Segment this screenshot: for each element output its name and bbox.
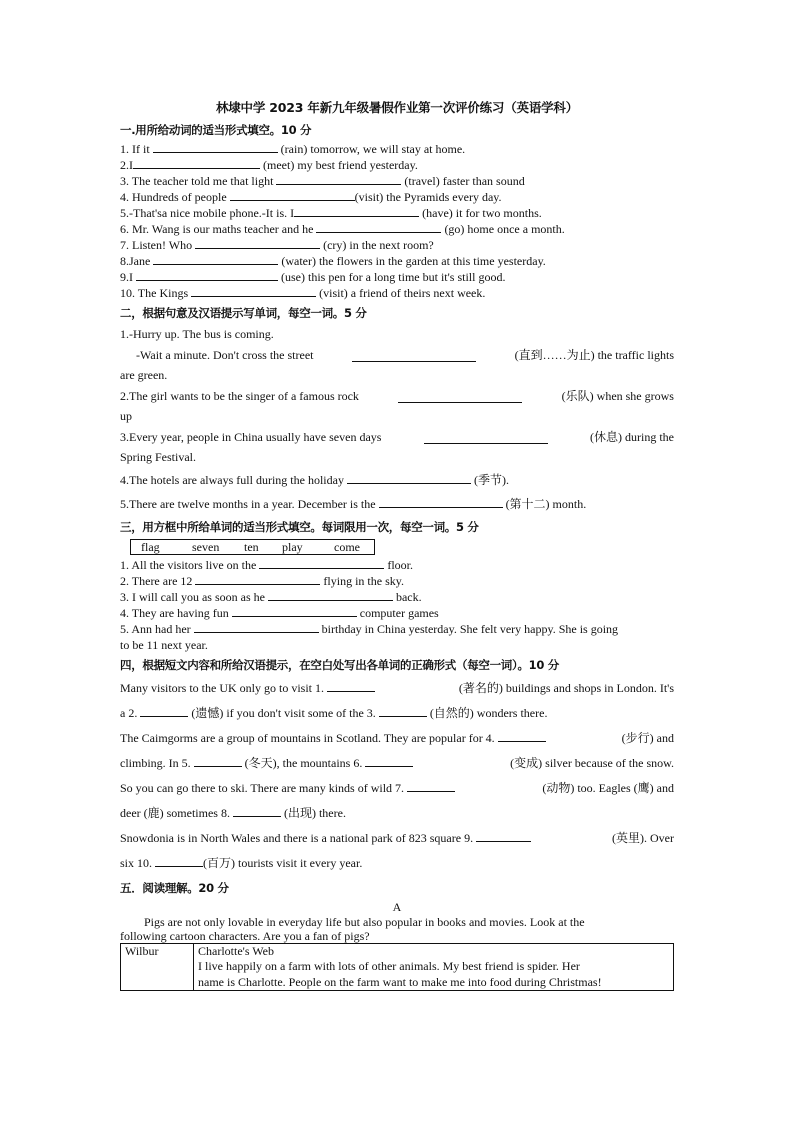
answer-blank[interactable] (365, 755, 413, 767)
item-text: 2.I (120, 158, 133, 172)
s3-item (120, 573, 674, 589)
answer-blank[interactable] (294, 205, 419, 217)
word-box-item: play (282, 539, 303, 554)
item-text: 4. Hundreds of people (120, 190, 227, 204)
item-text: deer (鹿) sometimes 8. (120, 805, 230, 820)
word-box-item: seven (192, 539, 220, 554)
item-text: (出现) there. (283, 805, 346, 820)
item-text: are green. (120, 368, 168, 382)
s1-item (120, 253, 674, 269)
item-text: (季节). (473, 472, 509, 487)
character-name: Wilbur (121, 943, 194, 991)
s1-item (120, 157, 674, 173)
answer-blank[interactable] (155, 855, 203, 867)
item-row (120, 345, 674, 366)
passage-line (120, 826, 674, 851)
character-text: name is Charlotte. People on the farm want to make me into food during Christmas! (198, 974, 602, 989)
item-text: (百万) tourists visit it every year. (203, 855, 363, 870)
word-box-item: flag (141, 539, 160, 554)
word-box-item: ten (244, 539, 259, 554)
item-text: 9.I (120, 270, 133, 284)
answer-blank[interactable] (398, 391, 522, 403)
section-1-heading: 一.用所给动词的适当形式填空。10 分 (120, 123, 312, 137)
passage-line (120, 751, 674, 776)
intro-line: Pigs are not only lovable in everyday life but also popular in books and movies. Look at the (144, 914, 585, 929)
item-text: (自然的) wonders there. (429, 705, 548, 720)
item-text: 6. Mr. Wang is our maths teacher and he (120, 222, 314, 236)
section-4-heading: 四，根据短文内容和所给汉语提示，在空白处写出各单词的正确形式（每空一词）。10 分 (120, 657, 559, 672)
answer-blank[interactable] (476, 830, 531, 842)
item-text: (直到……为止) the traffic lights (514, 347, 674, 362)
item-text: 2.The girl wants to be the singer of a famous rock (120, 388, 359, 403)
book-title: Charlotte's Web (198, 943, 274, 958)
character-table (120, 943, 674, 992)
answer-blank[interactable] (407, 780, 455, 792)
section-1-list (120, 141, 674, 301)
item-text: (use) this pen for a long time but it's still good. (281, 270, 506, 284)
s1-item (120, 237, 674, 253)
answer-blank[interactable] (233, 805, 281, 817)
answer-blank[interactable] (379, 705, 427, 717)
item-text: (遗憾) if you don't visit some of the 3. (191, 705, 376, 720)
item-text: (travel) faster than sound (404, 174, 525, 188)
item-text: 2. There are 12 (120, 573, 193, 588)
item-text: 5.-That'sa nice mobile phone.-It is. I (120, 206, 295, 220)
item-text: (步行) and (621, 730, 674, 745)
s1-item (120, 285, 674, 301)
section-5-heading: 五．阅读理解。20 分 (120, 880, 229, 895)
passage-line (120, 776, 674, 801)
item-text: 3. I will call you as soon as he (120, 589, 265, 604)
item-text: Snowdonia is in North Wales and there is a national park of 823 square 9. (120, 830, 474, 845)
character-details (194, 943, 674, 991)
answer-blank[interactable] (276, 173, 401, 185)
passage-line (120, 701, 674, 726)
item-text: (乐队) when she grows (561, 388, 674, 403)
item-text: 8.Jane (120, 254, 151, 268)
answer-blank[interactable] (153, 253, 278, 265)
table-row (121, 943, 674, 991)
passage-line (120, 851, 674, 876)
item-text: six 10. (120, 855, 153, 870)
item-text: 10. The Kings (120, 286, 189, 300)
item-text: 5. Ann had her (120, 621, 191, 636)
s3-item (120, 621, 674, 637)
item-text: 4. They are having fun (120, 605, 229, 620)
section-3-heading: 三，用方框中所给单词的适当形式填空。每词限用一次，每空一词。5 分 (120, 519, 479, 534)
item-text: (第十二) month. (505, 496, 587, 511)
worksheet-content (120, 98, 674, 991)
item-text: flying in the sky. (323, 573, 404, 588)
item-text: (休息) during the (590, 429, 674, 444)
passage-line (120, 801, 674, 826)
s2-item-4 (120, 468, 674, 492)
item-text: (英里). Over (612, 830, 674, 845)
answer-blank[interactable] (194, 755, 242, 767)
item-text: 7. Listen! Who (120, 238, 193, 252)
item-text: -Wait a minute. Don't cross the street (136, 347, 314, 362)
answer-blank[interactable] (327, 680, 375, 692)
answer-blank[interactable] (379, 496, 503, 508)
item-text: floor. (387, 557, 413, 572)
section-2-heading: 二，根据句意及汉语提示写单词，每空一词。5 分 (120, 306, 367, 320)
item-row (120, 386, 674, 407)
answer-blank[interactable] (232, 605, 357, 617)
item-text: (变成) silver because of the snow. (510, 755, 674, 770)
item-text: (go) home once a month. (444, 222, 565, 236)
answer-blank[interactable] (347, 472, 471, 484)
answer-blank[interactable] (195, 573, 320, 585)
answer-blank[interactable] (498, 730, 546, 742)
item-text: (water) the flowers in the garden at this time yesterday. (281, 254, 546, 268)
answer-blank[interactable] (136, 269, 278, 281)
answer-blank[interactable] (316, 221, 441, 233)
answer-blank[interactable] (195, 237, 320, 249)
item-text: (冬天), the mountains 6. (244, 755, 363, 770)
item-text: 3.Every year, people in China usually have seven days (120, 429, 382, 444)
s3-item (120, 557, 674, 573)
item-text: computer games (359, 605, 439, 620)
item-text: (cry) in the next room? (323, 238, 434, 252)
item-text: The Caimgorms are a group of mountains in Scotland. They are popular for 4. (120, 730, 495, 745)
answer-blank[interactable] (352, 350, 476, 362)
item-text: (著名的) buildings and shops in London. It's (458, 680, 674, 695)
s1-item (120, 173, 674, 189)
item-text: (have) it for two months. (422, 206, 542, 220)
answer-blank[interactable] (133, 157, 260, 169)
s1-item (120, 189, 674, 205)
item-text: a 2. (120, 705, 138, 720)
answer-blank[interactable] (230, 189, 355, 201)
section-4-passage (120, 676, 674, 876)
item-text: birthday in China yesterday. She felt very happy. She is going (321, 621, 619, 636)
s3-item (120, 605, 674, 621)
answer-blank[interactable] (424, 432, 548, 444)
answer-blank[interactable] (194, 621, 319, 633)
item-text: up (120, 409, 132, 423)
passage-line (120, 726, 674, 751)
item-text: 4.The hotels are always full during the holiday (120, 472, 344, 487)
item-text: 3. The teacher told me that light (120, 174, 274, 188)
item-text: back. (395, 589, 422, 604)
answer-blank[interactable] (153, 141, 278, 153)
answer-blank[interactable] (268, 589, 393, 601)
item-text: So you can go there to ski. There are many kinds of wild 7. (120, 780, 405, 795)
s2-item-5 (120, 492, 674, 516)
item-text: (meet) my best friend yesterday. (263, 158, 418, 172)
item-text: (visit) the Pyramids every day. (354, 190, 502, 204)
word-box-item: come (334, 539, 360, 554)
s1-item (120, 269, 674, 285)
item-text: (动物) too. Eagles (鹰) and (542, 780, 674, 795)
passage-line (120, 676, 674, 701)
character-text: I live happily on a farm with lots of other animals. My best friend is spider. Her (198, 959, 580, 973)
s2-item-3 (120, 427, 674, 468)
item-text: 1.-Hurry up. The bus is coming. (120, 327, 274, 341)
item-text: (visit) a friend of theirs next week. (319, 286, 486, 300)
answer-blank[interactable] (191, 285, 316, 297)
reading-intro (120, 915, 674, 929)
s1-item (120, 141, 674, 157)
word-box (130, 539, 375, 555)
answer-blank[interactable] (259, 557, 384, 569)
s1-item (120, 221, 674, 237)
item-row (120, 427, 674, 448)
item-text: climbing. In 5. (120, 755, 191, 770)
item-text: 1. All the visitors live on the (120, 557, 257, 572)
s2-item-1 (120, 324, 674, 386)
item-text: 1. If it (120, 142, 150, 156)
item-text: (rain) tomorrow, we will stay at home. (280, 142, 466, 156)
s2-item-2 (120, 386, 674, 427)
item-text: 5.There are twelve months in a year. December is the (120, 496, 376, 511)
item-text: to be 11 next year. (120, 637, 208, 652)
answer-blank[interactable] (140, 705, 188, 717)
item-text: Spring Festival. (120, 450, 197, 464)
page-title: 林埭中学 2023 年新九年级暑假作业第一次评价练习（英语学科） (215, 100, 579, 115)
intro-line: following cartoon characters. Are you a fan of pigs? (120, 928, 370, 943)
passage-letter: A (392, 899, 402, 914)
s3-item (120, 589, 674, 605)
item-text: Many visitors to the UK only go to visit 1. (120, 680, 324, 695)
s1-item (120, 205, 674, 221)
